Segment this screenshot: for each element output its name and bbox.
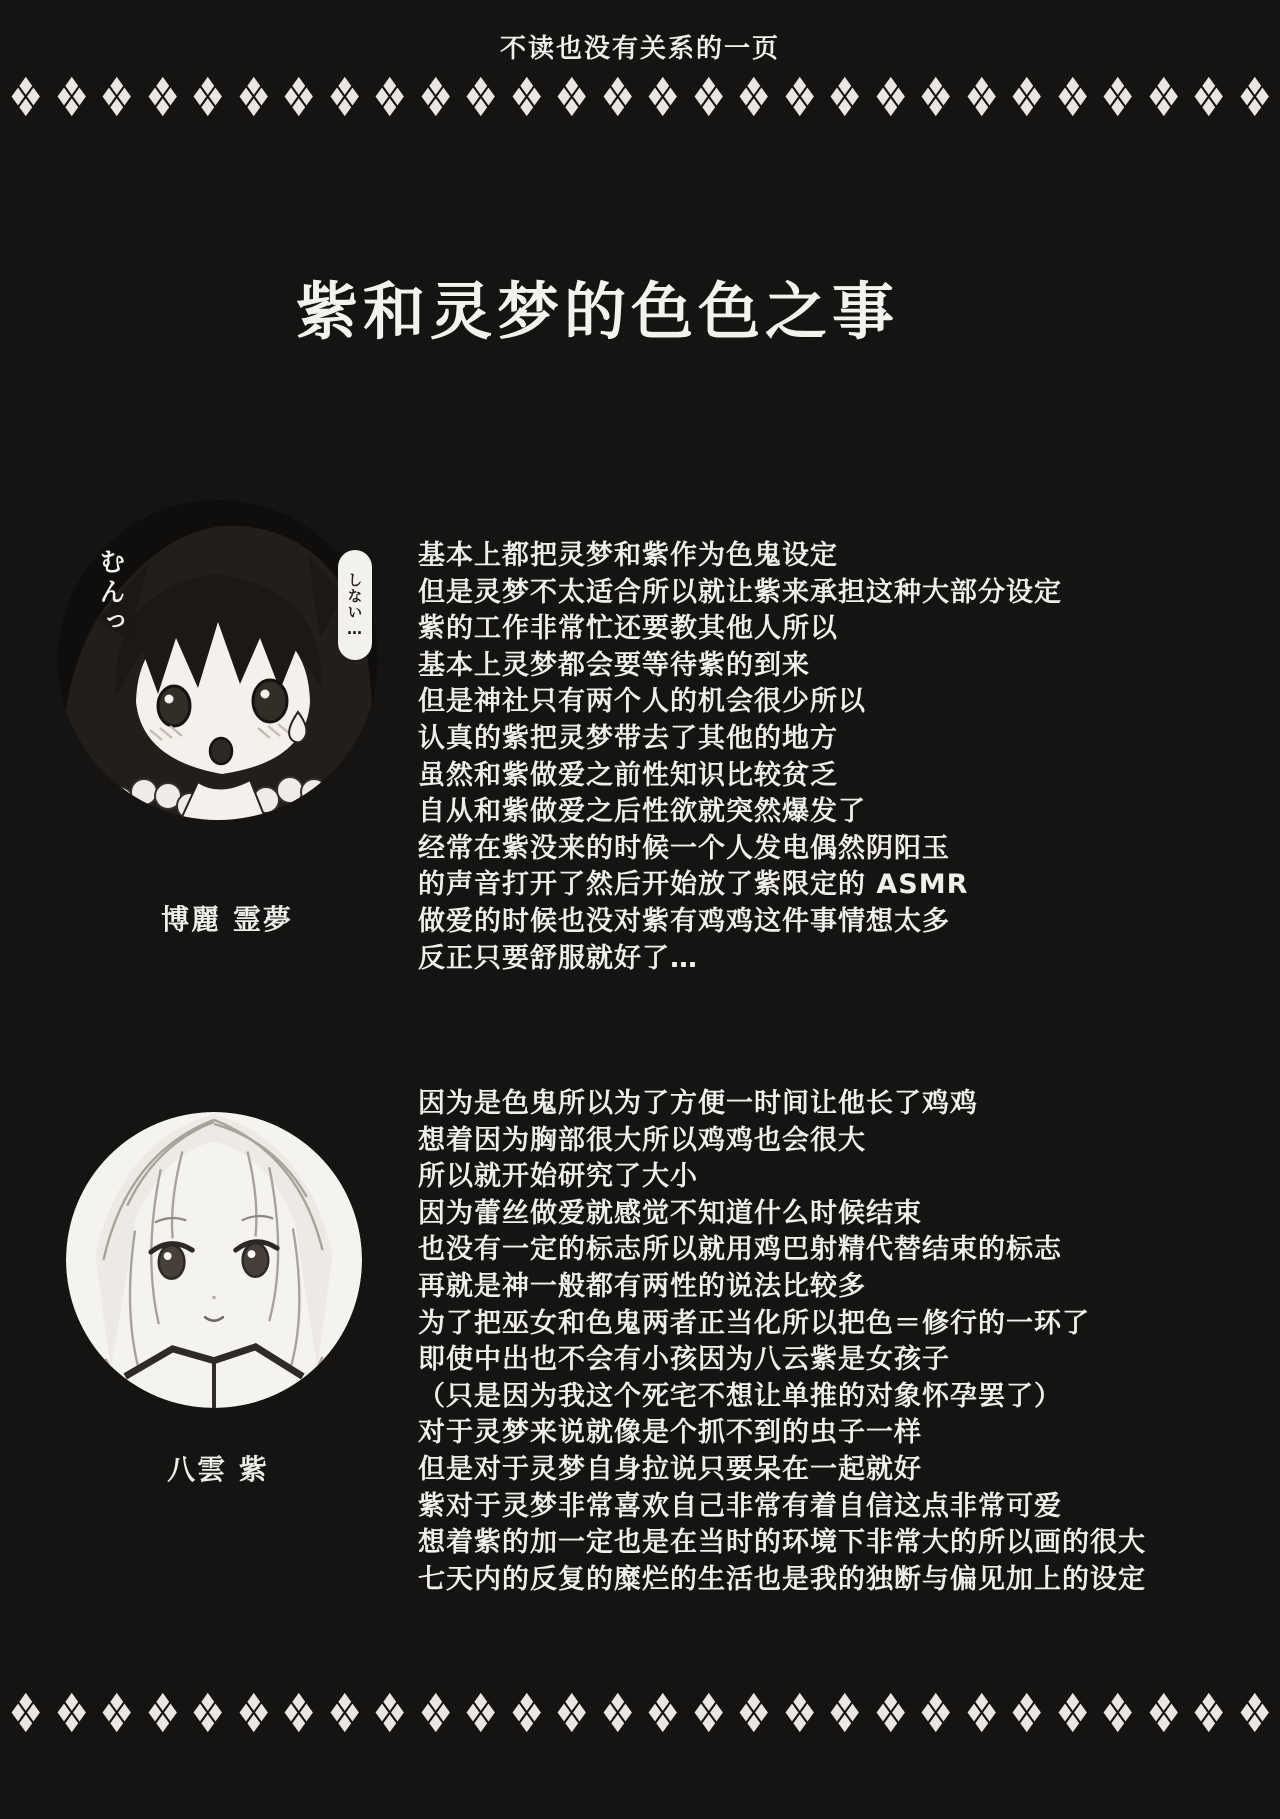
diamond-ornament-icon: ❖ [99,67,135,130]
diamond-ornament-icon: ❖ [554,1683,590,1746]
yukari-notes-line: 想着紫的加一定也是在当时的环境下非常大的所以画的很大 [418,1527,1146,1559]
diamond-ornament-icon: ❖ [872,1683,908,1746]
diamond-ornament-icon: ❖ [417,67,453,130]
yukari-notes-line: 为了把巫女和色鬼两者正当化所以把色＝修行的一环了 [418,1307,1090,1339]
diamond-ornament-icon: ❖ [8,1683,44,1746]
yukari-notes-line: 也没有一定的标志所以就用鸡巴射精代替结束的标志 [418,1234,1062,1266]
diamond-ornament-icon: ❖ [1054,1683,1090,1746]
diamond-ornament-icon: ❖ [827,1683,863,1746]
bottom-ornament-border [0,1683,1280,1746]
diamond-ornament-icon: ❖ [326,1683,362,1746]
yukari-portrait-image [66,1112,362,1408]
diamond-ornament-icon: ❖ [645,1683,681,1746]
diamond-ornament-icon: ❖ [1145,67,1181,130]
diamond-ornament-icon: ❖ [144,1683,180,1746]
diamond-ornament-icon: ❖ [1009,1683,1045,1746]
diamond-ornament-icon: ❖ [1009,67,1045,130]
yukari-notes-line: 但是对于灵梦自身拉说只要呆在一起就好 [418,1453,922,1485]
diamond-ornament-icon: ❖ [53,1683,89,1746]
diamond-ornament-icon: ❖ [781,1683,817,1746]
diamond-ornament-icon: ❖ [281,1683,317,1746]
diamond-ornament-icon: ❖ [690,67,726,130]
page-top-note: 不读也没有关系的一页 [499,34,780,64]
diamond-ornament-icon: ❖ [963,67,999,130]
diamond-ornament-icon: ❖ [736,1683,772,1746]
yukari-notes-line: 即使中出也不会有小孩因为八云紫是女孩子 [418,1344,950,1376]
diamond-ornament-icon: ❖ [99,1683,135,1746]
diamond-ornament-icon: ❖ [1054,67,1090,130]
page-title: 紫和灵梦的色色之事 [296,275,900,348]
diamond-ornament-icon: ❖ [918,67,954,130]
diamond-ornament-icon: ❖ [918,1683,954,1746]
diamond-ornament-icon: ❖ [554,67,590,130]
yukari-name-label: 八雲 紫 [167,1453,269,1486]
diamond-ornament-icon: ❖ [235,1683,271,1746]
reimu-notes-line: 认真的紫把灵梦带去了其他的地方 [418,722,838,754]
diamond-ornament-icon: ❖ [190,67,226,130]
yukari-notes-line: 因为是色鬼所以为了方便一时间让他长了鸡鸡 [418,1088,978,1119]
diamond-ornament-icon: ❖ [1191,67,1227,130]
diamond-ornament-icon: ❖ [1100,1683,1136,1746]
yukari-notes-line: 所以就开始研究了大小 [418,1161,698,1193]
top-ornament-border [0,67,1280,130]
reimu-notes-line: 反正只要舒服就好了… [418,942,698,974]
reimu-speech-bubble [338,550,372,660]
diamond-ornament-icon: ❖ [645,67,681,130]
yukari-notes-line: 对于灵梦来说就像是个抓不到的虫子一样 [418,1417,922,1449]
yukari-notes-line: （只是因为我这个死宅不想让单推的对象怀孕罢了） [418,1380,1062,1412]
reimu-notes-line: 自从和紫做爱之后性欲就突然爆发了 [418,796,866,828]
diamond-ornament-icon: ❖ [8,67,44,130]
reimu-speech-bubble-text: しない… [345,571,364,639]
diamond-ornament-icon: ❖ [599,67,635,130]
yukari-notes-line: 七天内的反复的糜烂的生活也是我的独断与偏见加上的设定 [418,1563,1146,1595]
diamond-ornament-icon: ❖ [190,1683,226,1746]
diamond-ornament-icon: ❖ [1191,1683,1227,1746]
diamond-ornament-icon: ❖ [463,1683,499,1746]
diamond-ornament-icon: ❖ [372,67,408,130]
yukari-notes-line: 因为蕾丝做爱就感觉不知道什么时候结束 [418,1197,922,1229]
diamond-ornament-icon: ❖ [736,67,772,130]
diamond-ornament-icon: ❖ [1236,67,1272,130]
yukari-notes-text-block [418,1086,1146,1598]
diamond-ornament-icon: ❖ [872,67,908,130]
reimu-notes-line: 的声音打开了然后开始放了紫限定的 ASMR [418,869,969,901]
reimu-notes-line: 基本上灵梦都会要等待紫的到来 [418,649,810,681]
diamond-ornament-icon: ❖ [417,1683,453,1746]
yukari-notes-line: 想着因为胸部很大所以鸡鸡也会很大 [418,1124,866,1156]
diamond-ornament-icon: ❖ [508,1683,544,1746]
diamond-ornament-icon: ❖ [599,1683,635,1746]
reimu-notes-line: 做爱的时候也没对紫有鸡鸡这件事情想太多 [418,905,950,937]
diamond-ornament-icon: ❖ [463,67,499,130]
diamond-ornament-icon: ❖ [144,67,180,130]
diamond-ornament-icon: ❖ [235,67,271,130]
reimu-name-label: 博麗 霊夢 [161,903,293,936]
diamond-ornament-icon: ❖ [1145,1683,1181,1746]
diamond-ornament-icon: ❖ [372,1683,408,1746]
reimu-notes-line: 经常在紫没来的时候一个人发电偶然阴阳玉 [418,832,950,864]
diamond-ornament-icon: ❖ [781,67,817,130]
diamond-ornament-icon: ❖ [326,67,362,130]
yukari-notes-line: 再就是神一般都有两性的说法比较多 [418,1270,866,1302]
yukari-notes-line: 紫对于灵梦非常喜欢自己非常有着自信这点非常可爱 [418,1490,1062,1522]
diamond-ornament-icon: ❖ [690,1683,726,1746]
diamond-ornament-icon: ❖ [827,67,863,130]
diamond-ornament-icon: ❖ [963,1683,999,1746]
reimu-notes-line: 虽然和紫做爱之前性知识比较贫乏 [418,759,838,791]
diamond-ornament-icon: ❖ [53,67,89,130]
diamond-ornament-icon: ❖ [1236,1683,1272,1746]
yukari-portrait-drawing [66,1112,362,1408]
reimu-notes-line: 紫的工作非常忙还要教其他人所以 [418,613,838,645]
reimu-notes-line: 但是灵梦不太适合所以就让紫来承担这种大部分设定 [418,576,1062,608]
reimu-notes-line: 但是神社只有两个人的机会很少所以 [418,686,866,718]
reimu-notes-text-block [418,538,1062,977]
reimu-sfx-text: むんっ [95,548,125,638]
diamond-ornament-icon: ❖ [508,67,544,130]
diamond-ornament-icon: ❖ [281,67,317,130]
reimu-notes-line: 基本上都把灵梦和紫作为色鬼设定 [418,540,838,571]
diamond-ornament-icon: ❖ [1100,67,1136,130]
